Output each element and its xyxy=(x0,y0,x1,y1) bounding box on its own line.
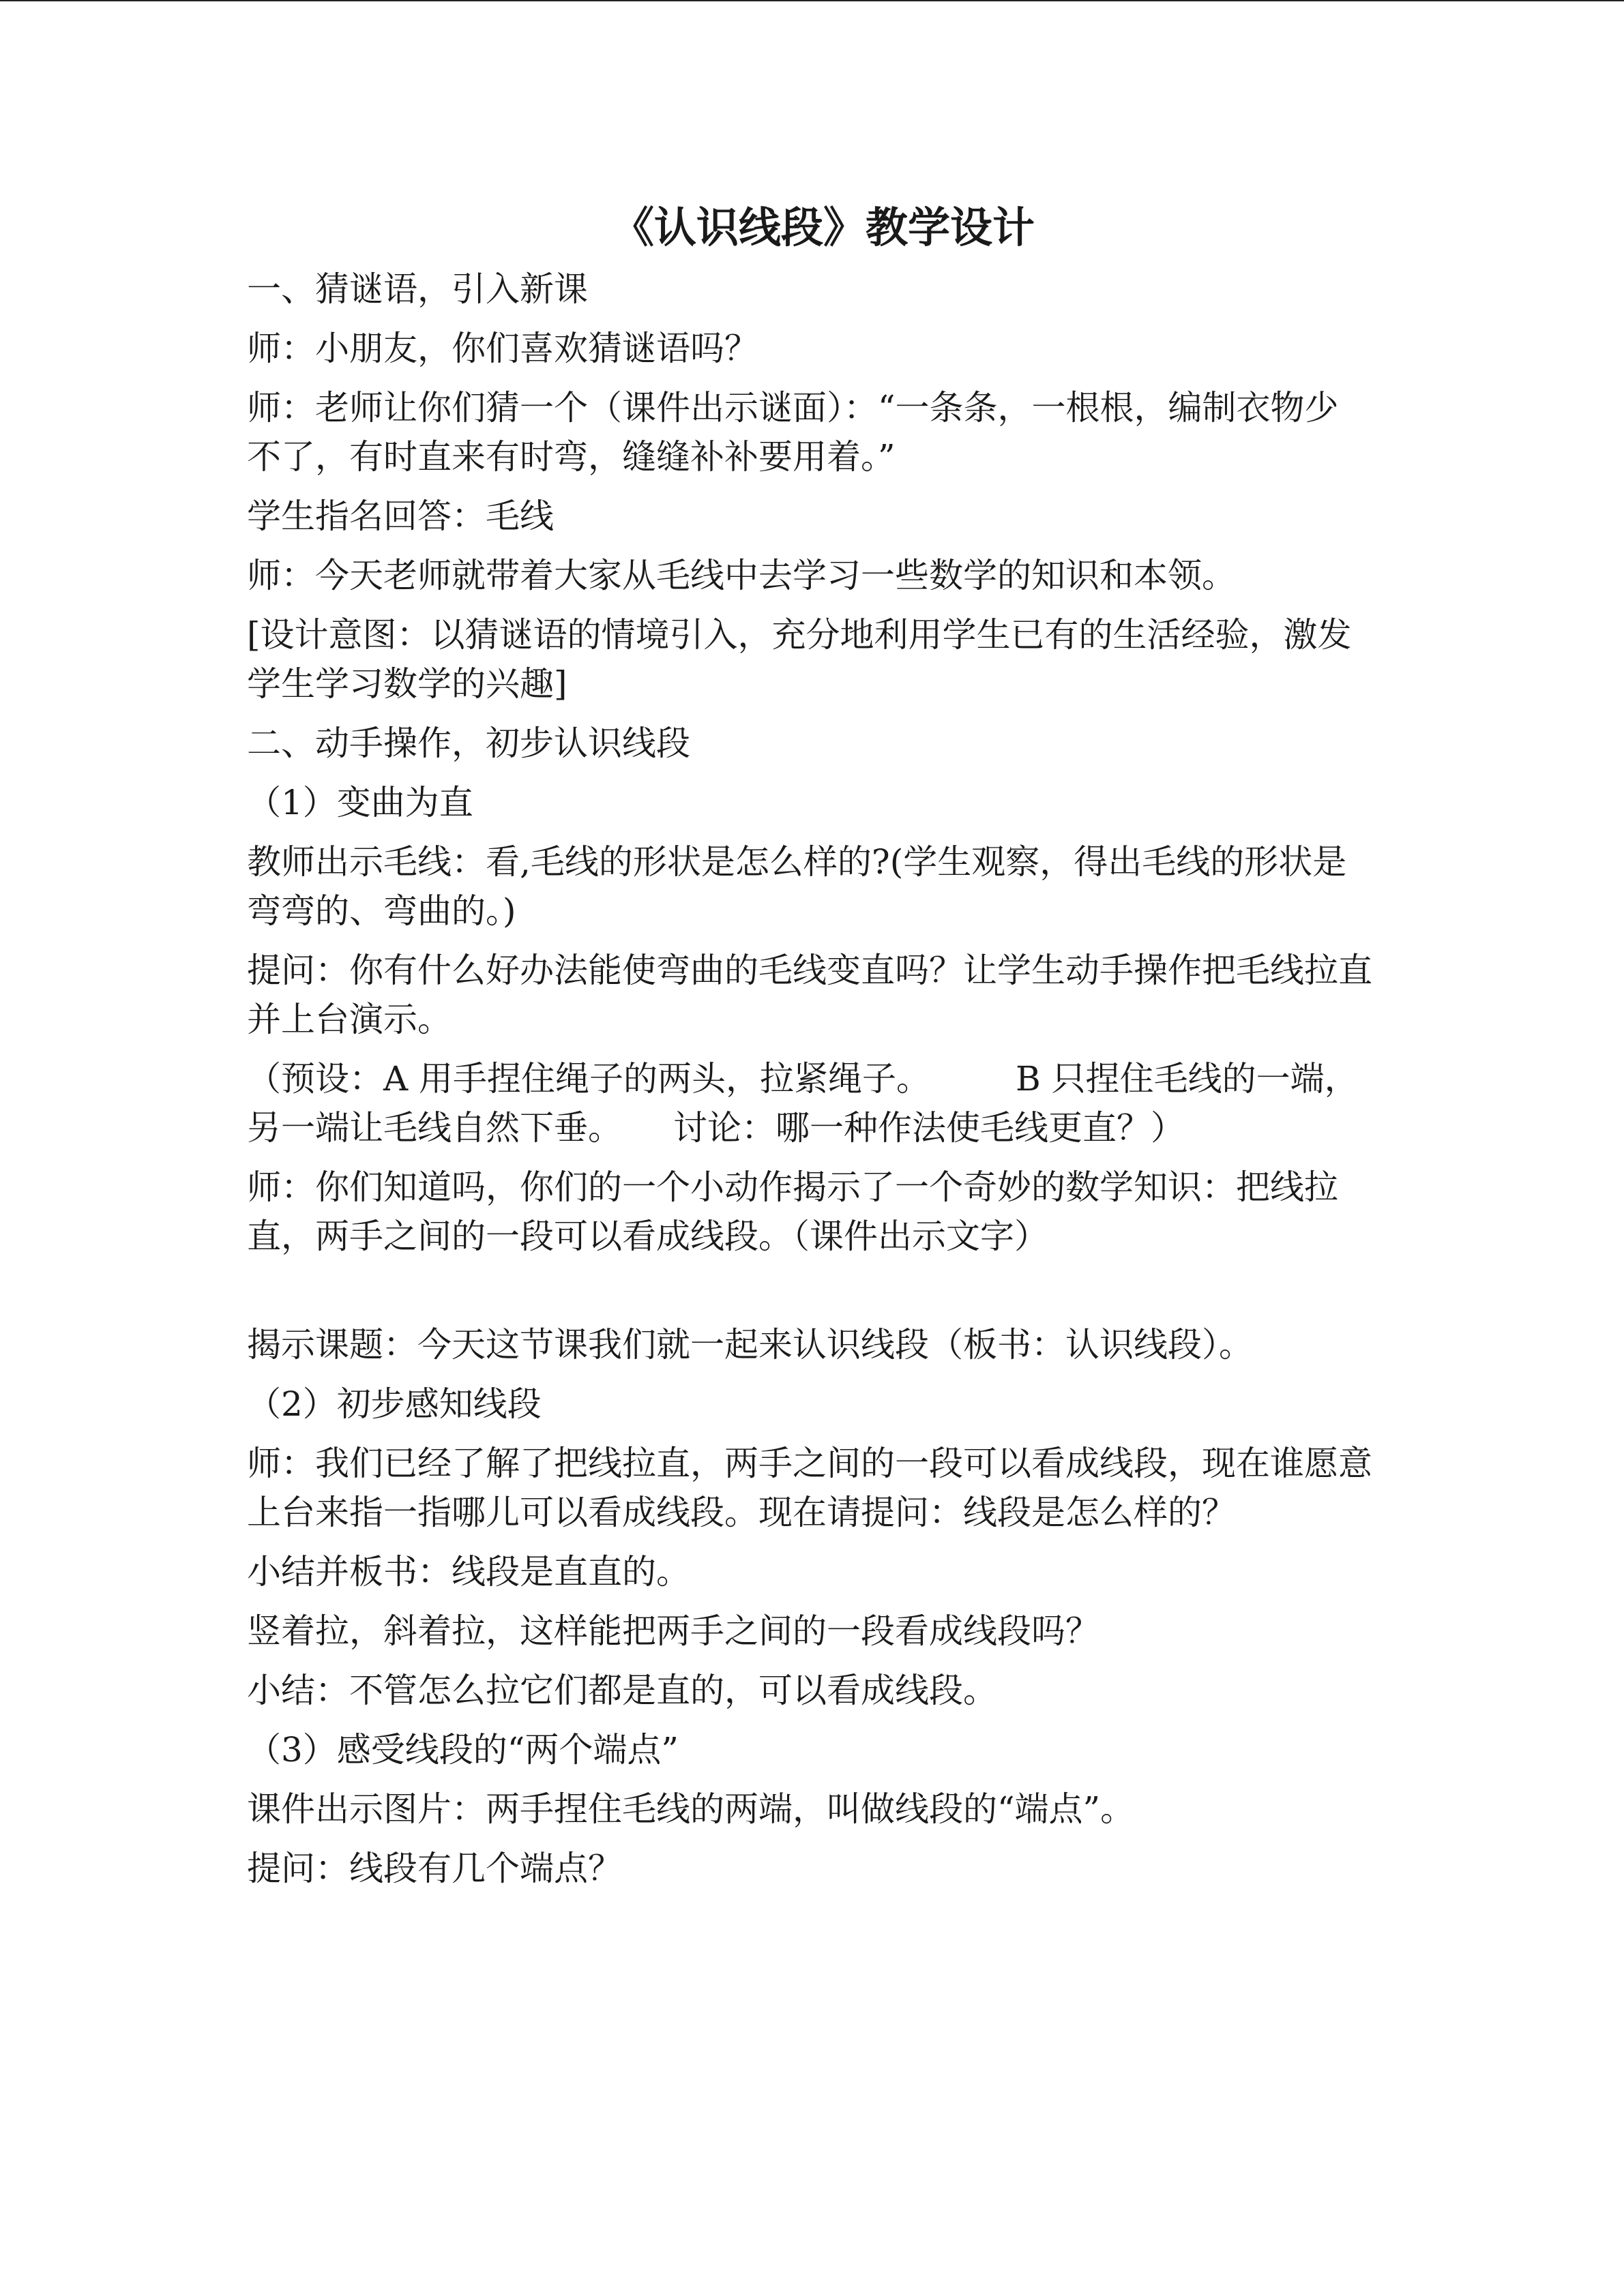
paragraph: 教师出示毛线：看,毛线的形状是怎么样的?(学生观察，得出毛线的形状是弯弯的、弯曲的。) xyxy=(247,842,1347,931)
paragraph: 揭示课题：今天这节课我们就一起来认识线段（板书：认识线段）。 xyxy=(247,1325,1253,1365)
paragraph: 小结并板书：线段是直直的。 xyxy=(247,1552,690,1592)
document-title: 《认识线段》教学设计 xyxy=(611,203,1035,252)
paragraph: （预设：A 用手捏住绳子的两头，拉紧绳子。 B 只捏住毛线的一端，另一端让毛线自然下垂。 讨论：哪一种作法使毛线更直？） xyxy=(247,1059,1359,1148)
paragraph: 提问：你有什么好办法能使弯曲的毛线变直吗？让学生动手操作把毛线拉直并上台演示。 xyxy=(247,951,1372,1039)
section-heading-2: 二、动手操作，初步认识线段 xyxy=(247,724,690,763)
paragraph: 师：小朋友，你们喜欢猜谜语吗？ xyxy=(247,329,758,368)
paragraph: 师：你们知道吗，你们的一个小动作揭示了一个奇妙的数学知识：把线拉直，两手之间的一段可以看成线段。（课件出示文字） xyxy=(247,1167,1338,1256)
paragraph: 竖着拉，斜着拉，这样能把两手之间的一段看成线段吗？ xyxy=(247,1611,1099,1651)
paragraph: 师：我们已经了解了把线拉直，两手之间的一段可以看成线段，现在谁愿意上台来指一指哪儿可以看成线段。现在请提问：线段是怎么样的？ xyxy=(247,1444,1372,1532)
paragraph: 小结：不管怎么拉它们都是直的，可以看成线段。 xyxy=(247,1671,997,1710)
paragraph: 师：今天老师就带着大家从毛线中去学习一些数学的知识和本领。 xyxy=(247,556,1236,595)
blank-line xyxy=(247,1271,1372,1320)
paragraph: 提问：线段有几个端点？ xyxy=(247,1849,622,1888)
section-heading-1: 一、猜谜语，引入新课 xyxy=(247,269,588,309)
paragraph: 课件出示图片：两手捏住毛线的两端，叫做线段的“端点”。 xyxy=(247,1789,1135,1829)
subsection-heading-2: （2）初步感知线段 xyxy=(247,1384,542,1424)
design-intent-note: [设计意图：以猜谜语的情境引入，充分地利用学生已有的生活经验，激发学生学习数学的兴趣] xyxy=(247,615,1352,704)
paragraph: 学生指名回答：毛线 xyxy=(247,496,554,536)
document-body xyxy=(247,200,1372,1903)
subsection-heading-3: （3）感受线段的“两个端点” xyxy=(247,1730,679,1770)
paragraph: 师：老师让你们猜一个（课件出示谜面）：“一条条，一根根，编制衣物少不了，有时直来有时弯，缝缝补补要用着。” xyxy=(247,388,1339,477)
subsection-heading-1: （1）变曲为直 xyxy=(247,783,473,822)
